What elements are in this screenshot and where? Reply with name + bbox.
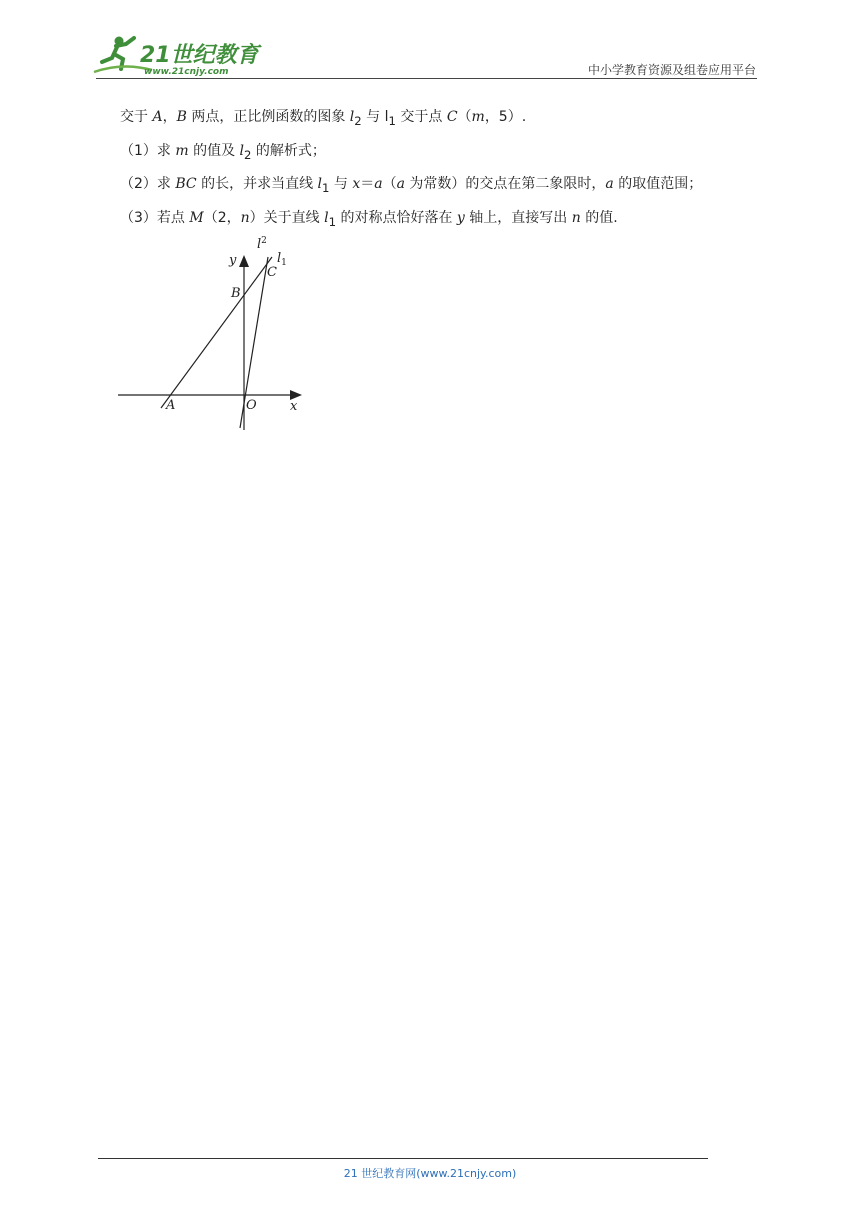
site-logo: [92, 32, 262, 78]
footer-link[interactable]: 21 世纪教育网(www.21cnjy.com): [343, 1167, 517, 1180]
label-x: x: [290, 399, 298, 414]
label-point-a: A: [166, 398, 176, 413]
logo-url: www.21cnjy.com: [144, 67, 229, 77]
problem-intro: 交于 A，B 两点，正比例函数的图象 $l_2$ 与 $l_1$ 交于点 C（m，5）.: [120, 109, 527, 128]
question-3: （3）若点 M（2，n）关于直线 $l_1$ 的对称点恰好落在 y 轴上，直接写出 n 的值.: [120, 210, 618, 229]
label-l1: $l_1$: [277, 251, 287, 268]
label-l2: $l^2$: [257, 236, 267, 252]
header-divider: [96, 78, 757, 79]
label-point-c: C: [267, 265, 277, 280]
logo-text: 21世纪教育: [140, 43, 259, 68]
question-2: （2）求 BC 的长，并求当直线 $l_1$ 与 x＝a（a 为常数）的交点在第二象限时，a 的取值范围；: [120, 176, 703, 195]
platform-name: 中小学教育资源及组卷应用平台: [587, 63, 756, 77]
question-1: （1）求 m 的值及 $l_2$ 的解析式；: [120, 143, 326, 162]
label-origin: O: [246, 398, 257, 413]
footer-divider: [98, 1158, 708, 1159]
label-point-b: B: [231, 286, 241, 301]
label-y: y: [229, 253, 237, 268]
y-axis-arrow: [239, 255, 249, 267]
coordinate-figure: [110, 230, 320, 440]
